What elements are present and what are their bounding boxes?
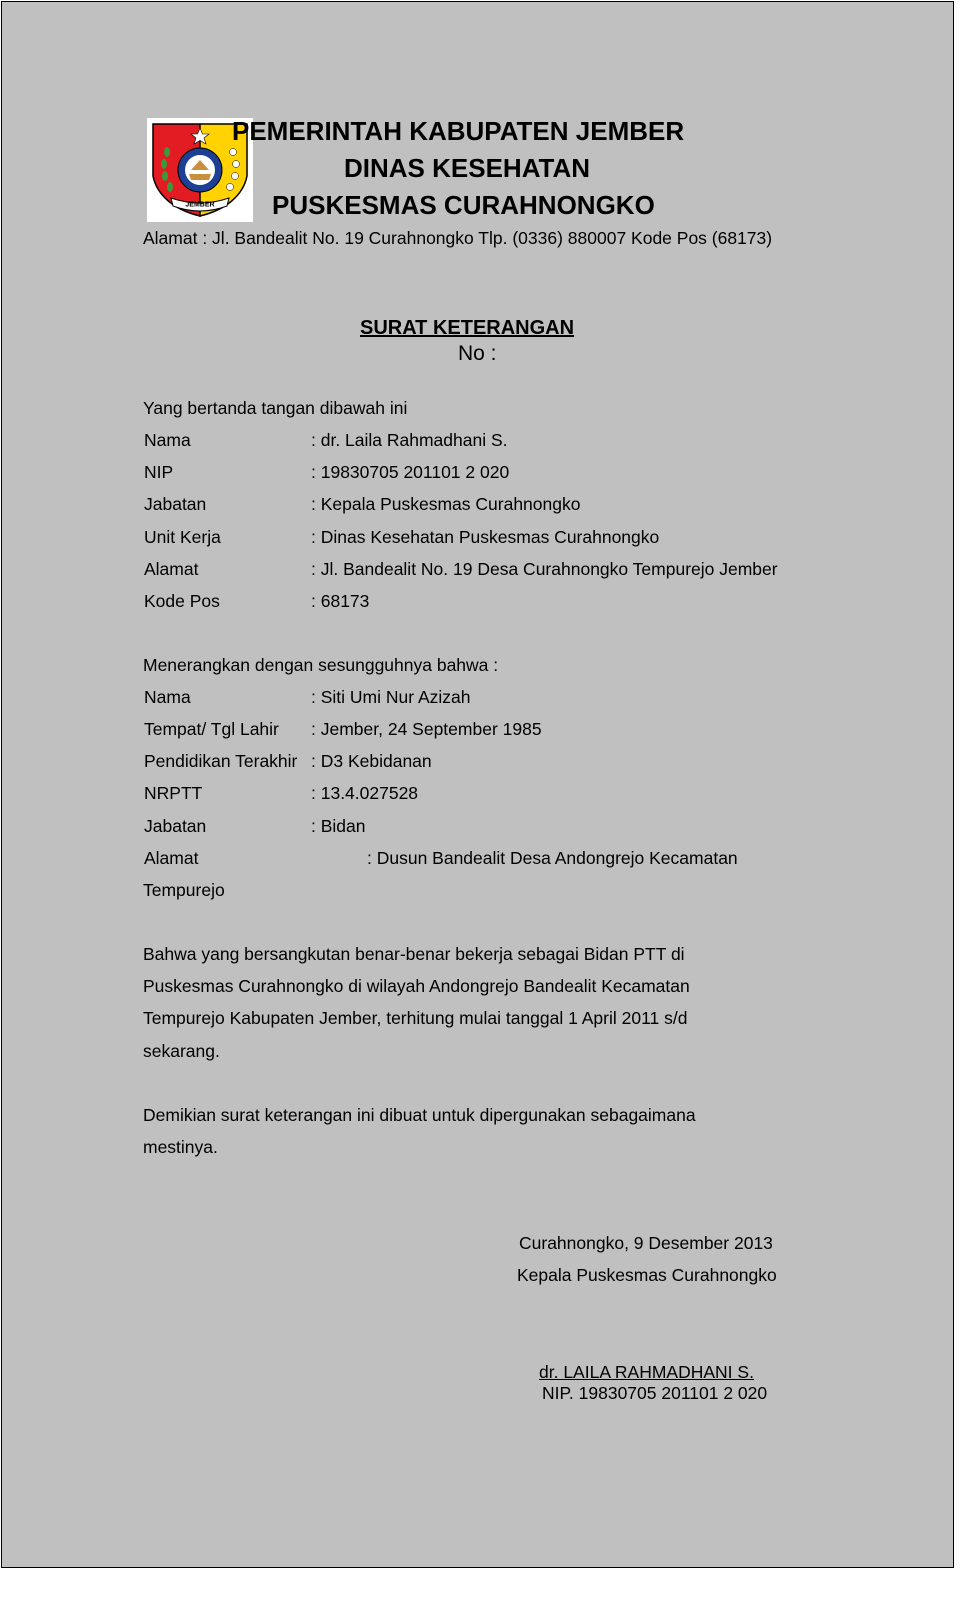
field-value: : Bidan: [311, 816, 366, 836]
svg-text:JEMBER: JEMBER: [185, 201, 215, 209]
field-value: : 13.4.027528: [311, 783, 419, 803]
field-value: : Jl. Bandealit No. 19 Desa Curahnongko Tempurejo Jember: [311, 559, 778, 579]
field-label: Jabatan: [144, 816, 207, 836]
field-value: : dr. Laila Rahmadhani S.: [311, 430, 508, 450]
field-value: : Dusun Bandealit Desa Andongrejo Kecamatan: [367, 848, 738, 868]
closing-line: Demikian surat keterangan ini dibuat untuk dipergunakan sebagaimana: [143, 1105, 696, 1125]
field-label: Alamat: [144, 559, 199, 579]
field-value: : D3 Kebidanan: [311, 751, 432, 771]
field-label: Jabatan: [144, 494, 207, 514]
field-label: Nama: [144, 687, 191, 707]
subject-address-continued: Tempurejo: [143, 880, 225, 900]
closing-line: mestinya.: [143, 1137, 218, 1157]
header-line-agency: DINAS KESEHATAN: [344, 153, 591, 183]
paragraph-line: Puskesmas Curahnongko di wilayah Andongrejo Bandealit Kecamatan: [143, 976, 690, 996]
field-label: Pendidikan Terakhir: [144, 751, 298, 771]
field-value: : Siti Umi Nur Azizah: [311, 687, 471, 707]
field-label: Tempat/ Tgl Lahir: [144, 719, 279, 739]
field-label: Unit Kerja: [144, 527, 221, 547]
paragraph-line: sekarang.: [143, 1041, 220, 1061]
signature-name: dr. LAILA RAHMADHANI S.: [539, 1362, 754, 1382]
field-label: Nama: [144, 430, 191, 450]
paragraph-line: Tempurejo Kabupaten Jember, terhitung mulai tanggal 1 April 2011 s/d: [143, 1008, 688, 1028]
field-label: Kode Pos: [144, 591, 220, 611]
signature-nip: NIP. 19830705 201101 2 020: [542, 1383, 768, 1403]
paragraph-line: Bahwa yang bersangkutan benar-benar bekerja sebagai Bidan PTT di: [143, 944, 685, 964]
header-line-government: PEMERINTAH KABUPATEN JEMBER: [232, 116, 685, 146]
field-value: : 68173: [311, 591, 370, 611]
header-address: Alamat : Jl. Bandealit No. 19 Curahnongko Tlp. (0336) 880007 Kode Pos (68173): [143, 228, 773, 248]
field-label: NRPTT: [144, 783, 203, 803]
field-label: Alamat: [144, 848, 199, 868]
document-number: No :: [458, 342, 497, 365]
field-value: : Dinas Kesehatan Puskesmas Curahnongko: [311, 527, 660, 547]
signature-position: Kepala Puskesmas Curahnongko: [517, 1265, 777, 1285]
header-line-puskesmas: PUSKESMAS CURAHNONGKO: [272, 190, 655, 220]
declaration-text: Menerangkan dengan sesungguhnya bahwa :: [143, 655, 499, 675]
signature-place-date: Curahnongko, 9 Desember 2013: [519, 1233, 773, 1253]
field-value: : Jember, 24 September 1985: [311, 719, 542, 739]
field-value: : 19830705 201101 2 020: [311, 462, 510, 482]
intro-text: Yang bertanda tangan dibawah ini: [143, 398, 408, 418]
document-page: [1, 1, 954, 1568]
field-label: NIP: [144, 462, 174, 482]
document-title: SURAT KETERANGAN: [360, 317, 575, 339]
field-value: : Kepala Puskesmas Curahnongko: [311, 494, 581, 514]
